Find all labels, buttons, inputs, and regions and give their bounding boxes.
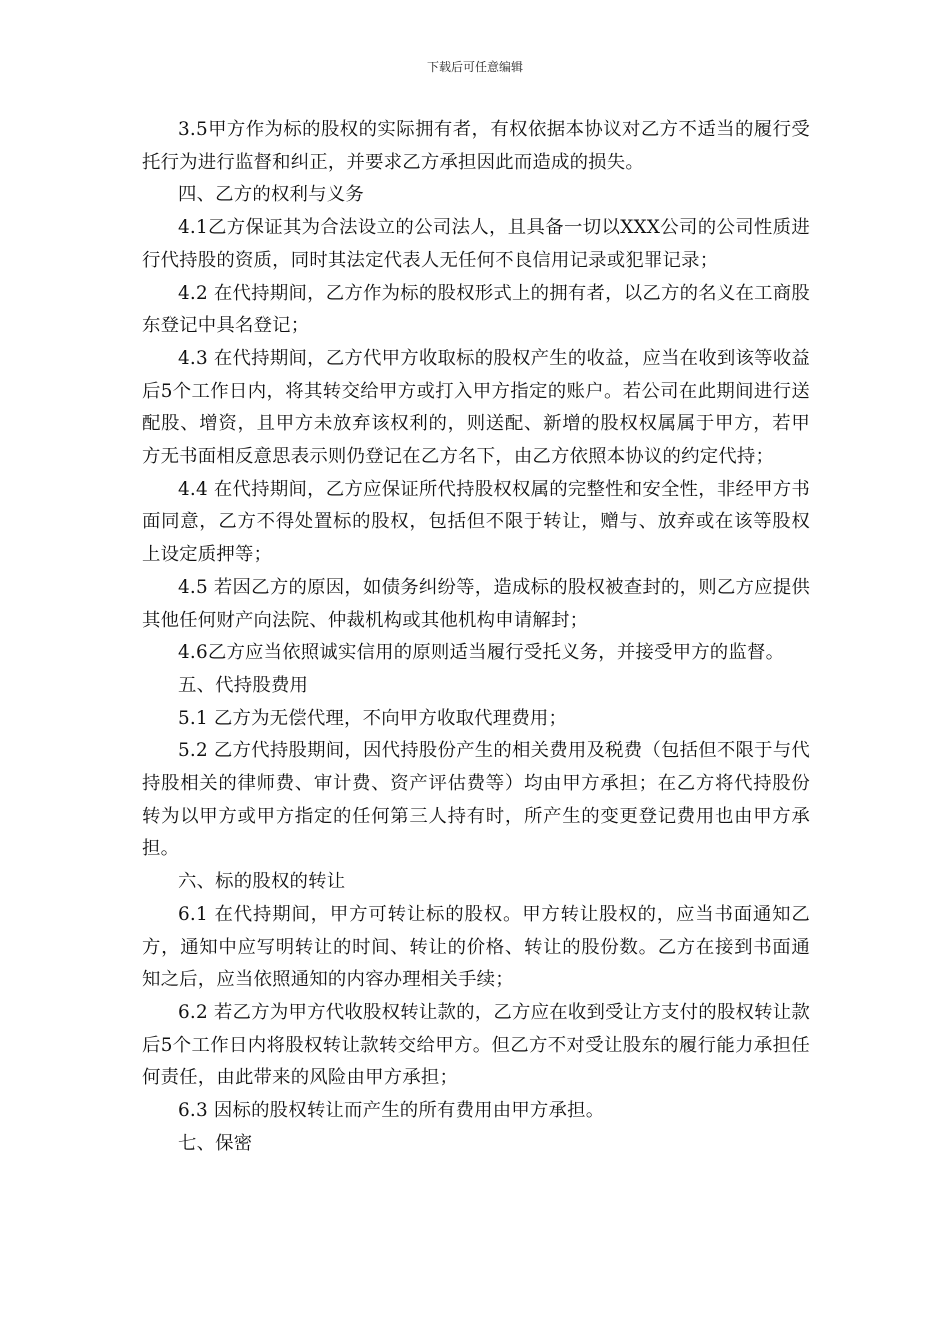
clause-3-5: 3.5甲方作为标的股权的实际拥有者，有权依据本协议对乙方不适当的履行受托行为进行监督和纠正，并要求乙方承担因此而造成的损失。 xyxy=(142,119,810,173)
document-body xyxy=(142,114,810,1161)
section-heading-5: 五、代持股费用 xyxy=(178,674,309,696)
clause-6-3: 6.3 因标的股权转让而产生的所有费用由甲方承担。 xyxy=(178,1100,605,1122)
section-heading-4: 四、乙方的权利与义务 xyxy=(178,184,364,206)
clause-4-4: 4.4 在代持期间，乙方应保证所代持股权权属的完整性和安全性，非经甲方书面同意，乙方不得处置标的股权，包括但不限于转让，赠与、放弃或在该等股权上设定质押等； xyxy=(142,478,810,566)
page-header: 下载后可任意编辑 xyxy=(426,60,523,74)
clause-4-1: 4.1乙方保证其为合法设立的公司法人，且具备一切以XXX公司的公司性质进行代持股的资质，同时其法定代表人无任何不良信用记录或犯罪记录； xyxy=(142,217,810,271)
clause-6-2: 6.2 若乙方为甲方代收股权转让款的，乙方应在收到受让方支付的股权转让款后5个工作日内将股权转让款转交给甲方。但乙方不对受让股东的履行能力承担任何责任，由此带来的风险由甲方承担； xyxy=(142,1001,810,1089)
clause-4-3: 4.3 在代持期间，乙方代甲方收取标的股权产生的收益，应当在收到该等收益后5个工作日内，将其转交给甲方或打入甲方指定的账户。若公司在此期间进行送配股、增资，且甲方未放弃该权利的，则送配、新增的股权权属属于甲方，若甲方无书面相反意思表示则仍登记在乙方名下，由乙方依照本协议的约定代持； xyxy=(142,347,810,468)
clause-6-1: 6.1 在代持期间，甲方可转让标的股权。甲方转让股权的，应当书面通知乙方，通知中应写明转让的时间、转让的价格、转让的股份数。乙方在接到书面通知之后，应当依照通知的内容办理相关手续； xyxy=(142,903,810,991)
clause-4-6: 4.6乙方应当依照诚实信用的原则适当履行受托义务，并接受甲方的监督。 xyxy=(178,642,785,664)
clause-5-2: 5.2 乙方代持股期间，因代持股份产生的相关费用及税费（包括但不限于与代持股相关的律师费、审计费、资产评估费等）均由甲方承担；在乙方将代持股份转为以甲方或甲方指定的任何第三人持有时，所产生的变更登记费用也由甲方承担。 xyxy=(142,740,810,860)
section-heading-7: 七、保密 xyxy=(178,1132,253,1154)
clause-4-2: 4.2 在代持期间，乙方作为标的股权形式上的拥有者，以乙方的名义在工商股东登记中具名登记； xyxy=(142,282,810,337)
clause-4-5: 4.5 若因乙方的原因，如债务纠纷等，造成标的股权被查封的，则乙方应提供其他任何财产向法院、仲裁机构或其他机构申请解封； xyxy=(142,576,810,631)
clause-5-1: 5.1 乙方为无偿代理，不向甲方收取代理费用； xyxy=(178,707,568,729)
section-heading-6: 六、标的股权的转让 xyxy=(178,871,346,893)
